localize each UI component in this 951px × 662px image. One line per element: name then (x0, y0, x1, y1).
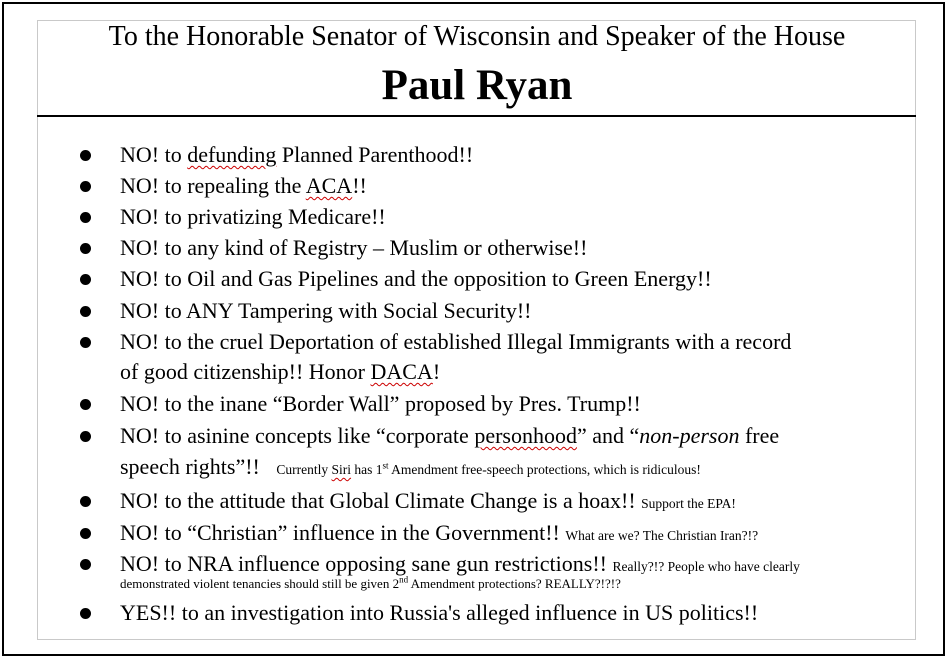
item-text: NO! to asinine concepts like “corporate (120, 423, 475, 448)
item-text: of good citizenship!! Honor (120, 359, 371, 384)
item-note: Support the EPA! (641, 496, 736, 511)
bullet-icon (78, 264, 92, 294)
item-text-italic: non-person (639, 423, 740, 448)
bullet-icon (78, 171, 92, 201)
item-text: free (739, 423, 780, 448)
bullet-icon (78, 202, 92, 232)
spellcheck-word: defunding (187, 142, 277, 167)
header-divider (37, 115, 916, 117)
item-text: NO! to the inane “Border Wall” proposed by Pres. Trump!! (120, 391, 641, 416)
bullet-icon (78, 233, 92, 263)
bullet-icon (78, 389, 92, 419)
item-text: ! (432, 359, 441, 384)
bullet-icon (78, 486, 92, 516)
item-text: NO! to any kind of Registry – Muslim or otherwise!! (120, 235, 588, 260)
item-text: Planned Parenthood!! (276, 142, 474, 167)
bullet-icon (78, 140, 92, 170)
item-text: YES!! to an investigation into Russia's alleged influence in US politics!! (120, 600, 759, 625)
item-text: NO! to NRA influence opposing sane gun restrictions!! (120, 551, 607, 576)
bullet-icon (78, 549, 92, 579)
bullet-icon (78, 421, 92, 451)
item-text: NO! to (120, 142, 188, 167)
item-note: Really?!? People who have clearly (612, 559, 800, 574)
bullet-icon (78, 296, 92, 326)
spellcheck-word: ACA (305, 173, 353, 198)
bullet-icon (78, 598, 92, 628)
item-text: NO! to privatizing Medicare!! (120, 204, 386, 229)
item-text: NO! to the attitude that Global Climate Change is a hoax!! (120, 488, 636, 513)
bullet-icon (78, 518, 92, 548)
item-text: !! (352, 173, 367, 198)
item-text: NO! to the cruel Deportation of established Illegal Immigrants with a record (120, 329, 792, 354)
item-text: NO! to Oil and Gas Pipelines and the opposition to Green Energy!! (120, 266, 712, 291)
spellcheck-word: Siri (331, 462, 352, 477)
item-text: NO! to repealing the (120, 173, 306, 198)
item-note: What are we? The Christian Iran?!? (565, 528, 759, 543)
header-title: Paul Ryan (381, 62, 573, 109)
bullet-icon (78, 327, 92, 357)
item-text: NO! to “Christian” influence in the Government!! (120, 520, 560, 545)
item-note: Currently Siri has 1st Amendment free-speech protections, which is ridiculous! (276, 460, 701, 477)
spellcheck-word: DACA (370, 359, 433, 384)
item-text: NO! to ANY Tampering with Social Security!! (120, 298, 532, 323)
item-text: ” and “ (576, 423, 640, 448)
header-subtitle: To the Honorable Senator of Wisconsin and Speaker of the House (108, 21, 846, 52)
item-note: demonstrated violent tenancies should still be given 2nd Amendment protections? REALLY?!?!? (120, 574, 621, 591)
spellcheck-word: personhood (474, 423, 577, 448)
item-text: speech rights”!! (120, 454, 260, 479)
